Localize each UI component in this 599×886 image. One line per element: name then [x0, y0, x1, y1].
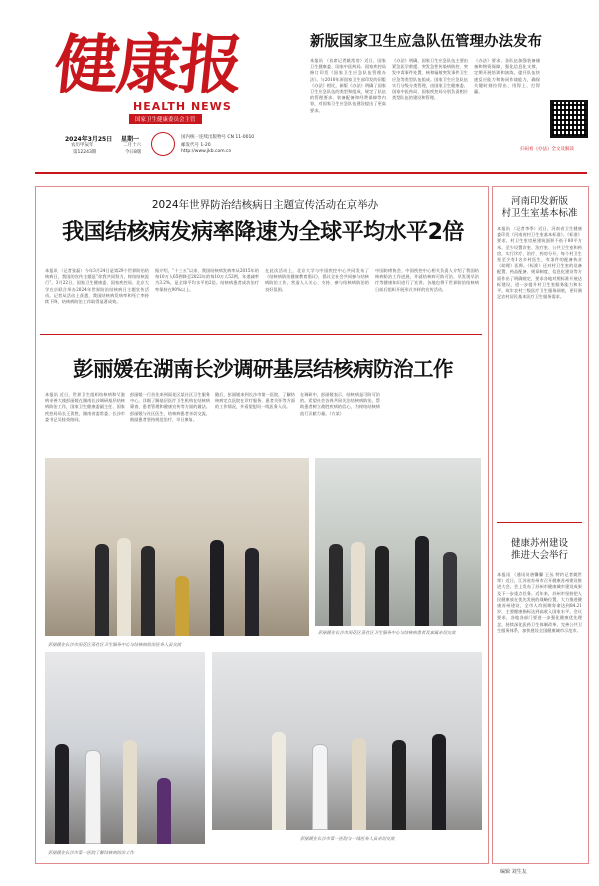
sidebar-article2-body: 本报讯 （通讯员唐馨馨 王丛 特约记者姚世荣）近日，江苏省苏州市召开健康苏州建设推进大会。会上发布了苏州市健康城市建设成果及下一步重点任务。近年来，苏州市坚持把人民健康放在优先发展的战略位置，大力推进健康苏州建设，全市人均预期寿命达到84.21岁，主要健康指标达到高收入国家水平。会议要求，各地各部门要进一步强化健康优先理念，持续深化医药卫生体制改革，完善公共卫生服务体系，加快建设全国健康城市示范市。	[497, 572, 582, 633]
photo-caption-1: 彭丽媛在长沙市雨花区某社区卫生服务中心与结核病防治医务人员交流	[48, 643, 182, 648]
lead-headline: 我国结核病发病率降速为全球平均水平2倍	[62, 220, 464, 245]
sponsor-badge: 国家卫生健康委员会主管	[129, 114, 202, 124]
second-col-1: 本报讯 近日，世界卫生组织结核病和艾滋病亲善大使彭丽媛在湖南长沙调研基层结核病防治工作，国家卫生健康委副主任、国家疾控局局长王贺胜，湖南省委常委、长沙市委书记吴桂英陪同。	[45, 392, 125, 422]
photo-caption-2: 彭丽媛在长沙市雨花区某社区卫生服务中心与结核病患者及家属亲切交流	[318, 631, 456, 636]
top-article-headline: 新版国家卫生应急队伍管理办法发布	[310, 34, 542, 50]
sidebar-article2-title-2: 推进大会举行	[510, 550, 568, 561]
logo-english: HEALTH NEWS	[133, 100, 232, 113]
top-article-col3: 《办法》要求，各队伍加强装备储备和物资保障，强化信息化支撑，定期开展培训和演练，提升队伍快速反应能力和协同作战能力，确保关键时刻拉得出、用得上、打得赢。	[474, 58, 540, 95]
sidebar-article2-title-1: 健康苏州建设	[510, 538, 568, 549]
sidebar-article1-title-2: 村卫生室基本标准	[501, 208, 578, 219]
photo-2	[315, 458, 481, 626]
issue-pages: 今日8版	[125, 150, 142, 155]
sidebar-article1-title-1: 河南印发新版	[510, 196, 568, 207]
top-article-col1: 本报讯 （首席记者姚常房）近日，国家卫生健康委、国家中医药局、国家疾控局修订印发《国家卫生应急队伍管理办法》。与2010年原国家卫生部印发的旧版《办法》相比，新版《办法》明确了国家卫生应急队伍的类型和组成，规定了队伍的管理要求、装备配备和经费保障等内容，对国家卫生应急队伍建设提出了更高要求。	[310, 58, 386, 113]
second-headline: 彭丽媛在湖南长沙调研基层结核病防治工作	[73, 357, 453, 381]
sidebar-divider	[497, 522, 582, 523]
lead-col-2: 据介绍，“十三五”以来，我国结核病发病率从2015年的每10万人65例降至2022年的每10万人52例，年递减率为3.2%，是全球平均水平的2倍。结核病患者成功治疗率保持在90%以上。	[155, 268, 259, 292]
second-col-2: 彭丽媛一行首先来到雨花区某社区卫生服务中心，详细了解基层医疗卫生机构在结核病筛查、患者管理和健康宣传等方面的做法。彭丽媛与社区医生、结核病患者亲切交流，鼓励患者坚持规范治疗、早日康复。	[130, 392, 210, 422]
lead-col-1: 本报讯 （记者张磊）今年3月24日是第29个世界防治结核病日，我国的宣传主题是“你我共同努力，终结结核流行”。3月22日，国家卫生健康委、国家疾控局、北京大学在京联合举办2024年世界防治结核病日主题宣传活动。记者从活动上获悉，我国结核病发病率和死亡率持续下降，结核病防治工作取得显著成效。	[45, 268, 149, 305]
qr-code-icon[interactable]	[550, 100, 588, 138]
issue-info	[35, 130, 305, 160]
issue-date: 2024年3月25日	[65, 136, 113, 143]
photo-caption-4: 彭丽媛在长沙市第一医院与一线医务人员亲切交流	[300, 837, 395, 842]
sidebar-article1-body: 本报讯 （记者李季）近日，河南省卫生健康委印发《河南省村卫生室基本标准》。《标准》要求，村卫生室房屋建筑面积不低于80平方米，至少设置诊室、治疗室、公共卫生室和药房，实行诊疗、治疗、药房分开。每个村卫生室至少有1名乡村医生，有条件的配备执业（助理）医师。《标准》还对村卫生室的设备配置、药品配备、规章制度、信息化建设等方面作出了明确规定，要求各地对照标准开展达标建设，进一步提升村卫生室服务能力和水平，筑牢农村三级医疗卫生服务网底，更好满足农村居民基本医疗卫生服务需求。	[497, 226, 582, 300]
lead-col-3: 在此次活动上，北京大学与中国疾控中心共同发布了《结核病防治健康教育倡议》，倡议全社会共同参与结核病防治工作，营造人人关心、支持、参与结核病防治的良好氛围。	[265, 268, 369, 292]
cn-number: 国内统一连续出版物号 CN 11-0010	[181, 135, 255, 140]
article-divider	[40, 334, 482, 335]
lead-col-4: 中国防痨协会、中国疾控中心相关负责人介绍了我国结核病防治工作进展，并就结核病可防可治、早发现早治疗等健康知识进行了宣讲。各地也将于世界防治结核病日前后组织开展形式多样的宣传活动。	[375, 268, 479, 292]
newspaper-logo: 健康报	[51, 28, 245, 103]
seal-icon	[151, 132, 175, 156]
second-col-3: 随后，彭丽媛来到长沙市第一医院，了解结核病定点医院在诊疗服务、患者关怀等方面的工作情况，并看望慰问一线医务人员。	[215, 392, 295, 410]
issue-lunar-day: 二月十六	[123, 143, 141, 148]
postal-code: 邮发代号 1-20	[181, 143, 211, 148]
photo-1	[45, 458, 309, 636]
lead-kicker: 2024年世界防治结核病日主题宣传活动在京举办	[151, 199, 379, 211]
photo-caption-3: 彭丽媛在长沙市第一医院了解结核病防治工作	[48, 851, 134, 856]
photo-4	[212, 652, 482, 830]
issue-lunar: 农历甲辰年	[71, 143, 94, 148]
website[interactable]: http://www.jkb.com.cn	[181, 149, 232, 154]
second-col-4: 在调研中，彭丽媛表示，结核病是可防可治的。希望社会各界共同关注结核病防治，帮助患者树立战胜疾病的信心，为终结结核病流行贡献力量。（方某）	[300, 392, 380, 416]
issue-number: 第12243期	[73, 150, 97, 155]
issue-weekday: 星期一	[121, 136, 140, 143]
masthead-divider	[35, 172, 587, 174]
editor-credit: 编辑 刘生友	[500, 869, 527, 875]
top-article-col2: 《办法》明确，国家卫生应急队伍主要由紧急医学救援、突发急性传染病防控、突发中毒事件处置、核和辐射突发事件卫生应急等类型队伍组成。国家卫生应急队伍实行分级分类管理，由国家卫生健康委、国家中医药局、国家疾控局分别负责相应类型队伍的建设和管理。	[392, 58, 468, 101]
photo-3	[45, 652, 205, 844]
qr-caption: 扫码看《办法》全文及解读	[520, 147, 574, 152]
